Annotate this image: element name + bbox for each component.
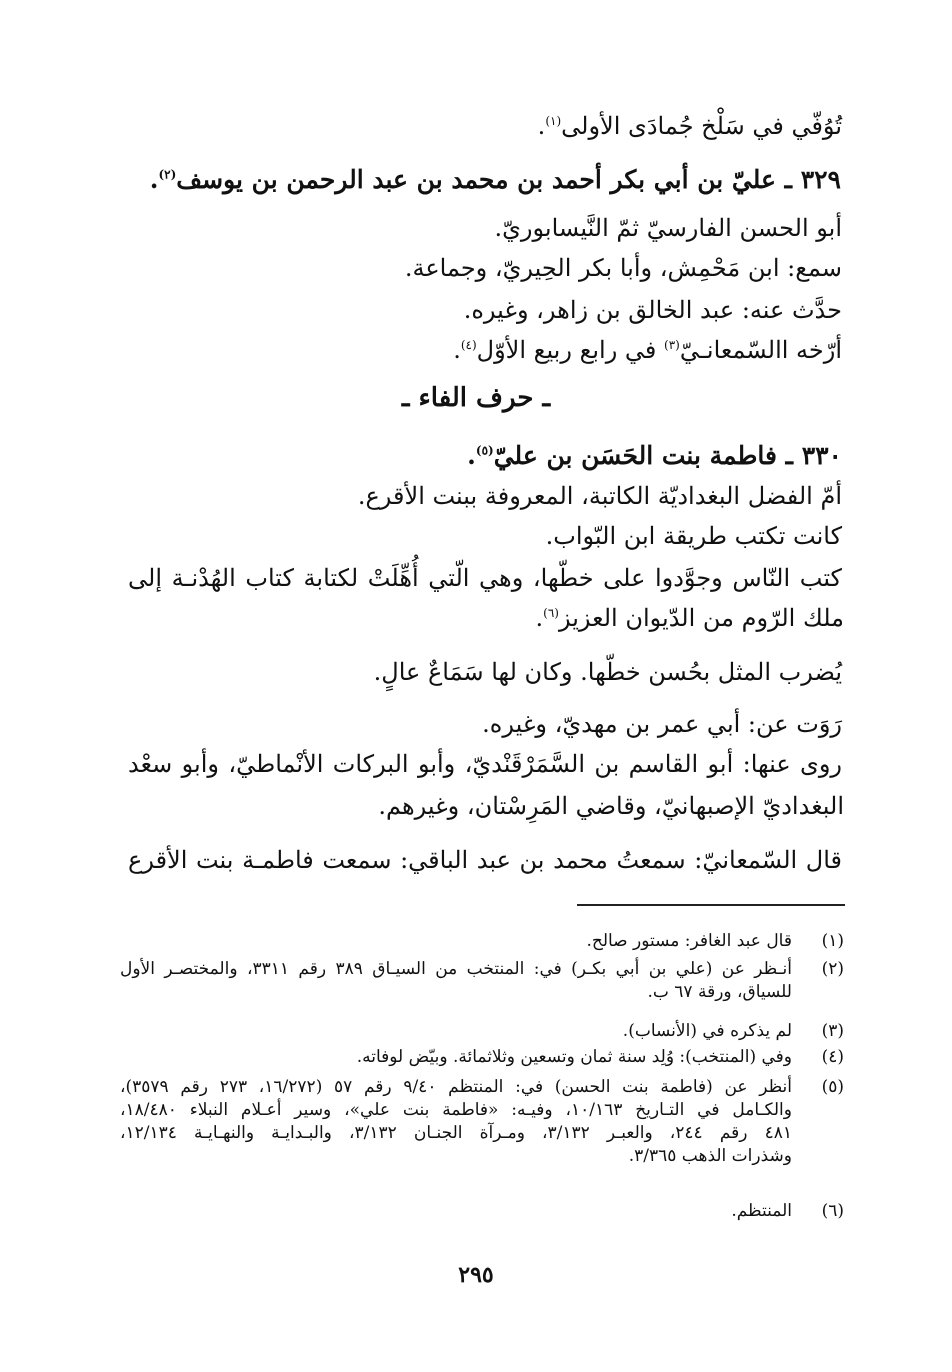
footnote-line: لم يذكره في (الأنساب). (622, 1021, 792, 1041)
footnote-number: (٤) (821, 1047, 844, 1067)
line-end: . (467, 441, 476, 470)
footnote-line: أنظر عن (فاطمة بنت الحسن) في: المنتظم ٩/٤٠ رقم ٥٧ (١٦/٢٧٢، ٢٧٣ رقم ٣٥٧٩)، (120, 1077, 793, 1097)
footnote-line: وشذرات الذهب ٣/٣٦٥. (628, 1146, 792, 1166)
footnote-number: (٢) (821, 959, 844, 979)
line-text: أرّخه االسّمعانـيّ (679, 336, 842, 364)
line-text: ملك الرّوم من الدّيوان العزيز (558, 604, 844, 632)
page-number: ٢٩٥ (458, 1262, 494, 1288)
footnote-ref-2: (٢) (158, 167, 177, 182)
entry-330-narrated-from: رَوَت عن: أبي عمر بن مهديّ، وغيره. (482, 710, 842, 738)
footnote-number: (٣) (821, 1021, 844, 1041)
footnote-ref-3: (٣) (664, 338, 680, 352)
footnote-ref-5: (٥) (475, 443, 494, 458)
footnote-1 (120, 930, 844, 953)
entry-title-text: ٣٢٩ ـ عليّ بن أبي بكر أحمد بن محمد بن عبد الرحمن بن يوسف (176, 165, 841, 194)
entry-330-writing-line1: كتب النّاس وجوَّدوا على خطّها، وهي الّتي أُهِّلَتْ لكتابة كتاب الهُدْنـة إلى (128, 564, 842, 592)
entry-330-quote: قال السّمعانيّ: سمعتُ محمد بن عبد الباقي: سمعت فاطمـة بنت الأقرع (128, 846, 842, 874)
footnote-2 (120, 958, 844, 1004)
footnote-line: والكـامل في التـاريخ ١٠/١٦٣، وفيـه: «فاطمة بنت علي»، وسير أعـلام النبلاء ١٨/٤٨٠، (120, 1100, 792, 1120)
entry-329-heard: سمع: ابن مَحْمِش، وأبا بكر الحِيريّ، وجماعة. (404, 254, 842, 282)
footnote-ref-1: (١) (545, 114, 562, 128)
line-text: في رابع ربيع الأوّل (476, 336, 665, 364)
footnote-divider (577, 904, 845, 906)
section-heading: ـ حرف الفاء ـ (401, 383, 551, 413)
entry-329-title (120, 160, 841, 200)
footnote-line: وفي (المنتخب): وُلِد سنة ثمان وتسعين وثلاثمائة. وبيّض لوفاته. (356, 1047, 792, 1067)
footnote-6 (120, 1200, 844, 1223)
footnote-5 (120, 1076, 844, 1168)
entry-330-narrators-line2: البغداديّ الإصبهانيّ، وقاضي المَرِسْتان، وغيرهم. (378, 792, 844, 820)
line-end: . (453, 336, 461, 364)
footnote-number: (١) (821, 931, 844, 951)
footnote-line: المنتظم. (731, 1201, 792, 1221)
footnote-line: قال عبد الغافر: مستور صالح. (586, 931, 792, 951)
entry-330-style: كانت تكتب طريقة ابن البّواب. (545, 522, 842, 550)
footnote-number: (٥) (821, 1077, 844, 1097)
line-end: . (149, 165, 159, 194)
entry-330-title (120, 436, 842, 476)
entry-title-text: ٣٣٠ ـ فاطمة بنت الحَسَن بن عليّ (493, 441, 842, 470)
footnote-3 (120, 1020, 844, 1043)
footnote-line: للسياق، ورقة ٦٧ ب. (647, 982, 792, 1002)
text-line-death-date (120, 106, 842, 146)
entry-329-dated (120, 330, 842, 370)
footnote-ref-6: (٦) (543, 606, 559, 620)
footnote-ref-4: (٤) (460, 338, 477, 352)
entry-330-kunya: أمّ الفضل البغداديّة الكاتبة، المعروفة ببنت الأقرع. (357, 482, 842, 510)
footnote-line: ٤٨١ رقم ٢٤٤، والعبـر ٣/١٣٢، ومـرآة الجنـان ٣/١٣٢، والبـدايـة والنهـايـة ١٢/١٣٤، (120, 1123, 792, 1143)
footnote-number: (٦) (821, 1201, 844, 1221)
line-end: . (535, 604, 544, 632)
entry-330-narrators-line1: روى عنها: أبو القاسم بن السَّمَرْقَنْديّ، وأبو البركات الأنْماطيّ، وأبو سعْد (128, 750, 842, 778)
entry-330-writing-line2 (120, 598, 844, 638)
line-end: . (537, 112, 546, 140)
line-text: تُوُفّي في سَلْخ جُمادَى الأولى (561, 112, 842, 140)
entry-329-kunya: أبو الحسن الفارسيّ ثمّ النَّيسابوريّ. (494, 214, 842, 242)
entry-329-narrated-by: حدَّث عنه: عبد الخالق بن زاهر، وغيره. (463, 296, 842, 324)
entry-330-praise: يُضرب المثل بحُسن خطّها. وكان لها سَمَاعٌ عالٍ. (373, 658, 842, 686)
footnote-4 (120, 1046, 844, 1069)
footnote-line: أنـظر عن (علي بن أبي بكـر) في: المنتخب من السيـاق ٣٨٩ رقم ٣٣١١، والمختصـر الأول (120, 959, 793, 979)
